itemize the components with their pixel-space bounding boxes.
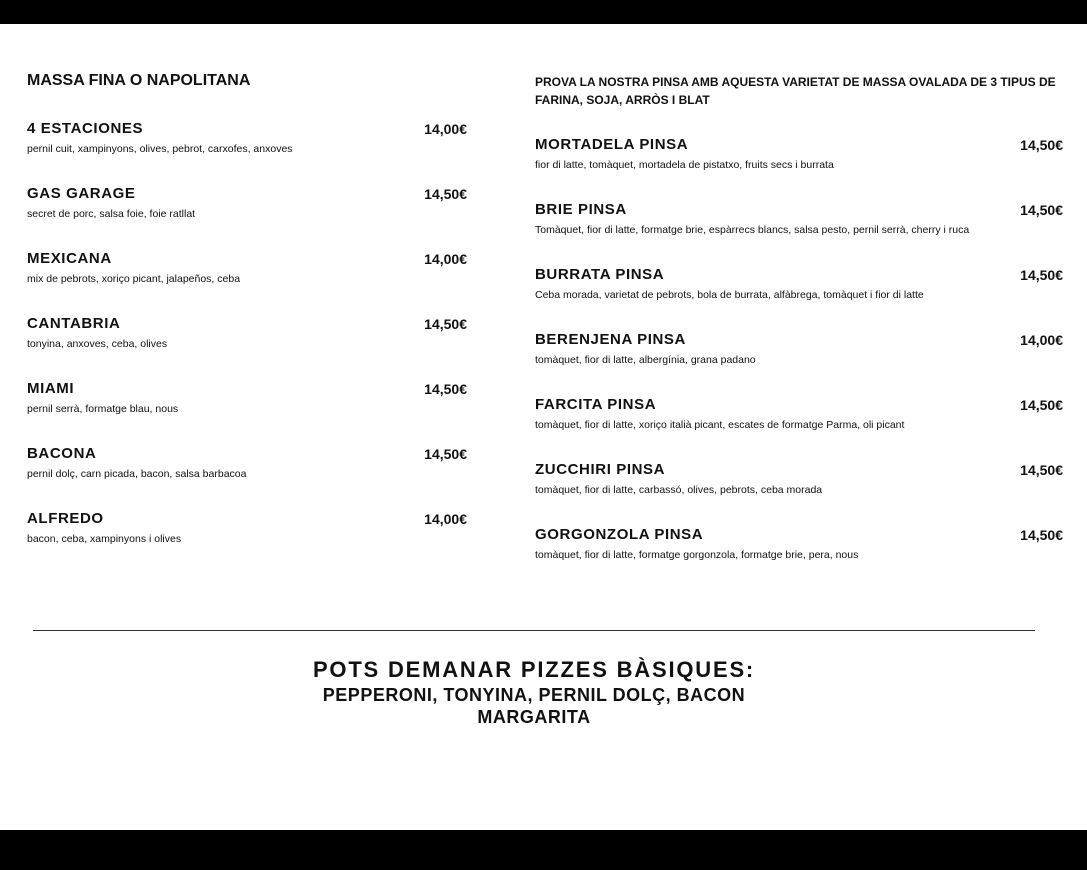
menu-item-price: 14,50€: [424, 186, 467, 202]
right-menu-list: [535, 136, 1065, 591]
menu-item: [27, 120, 467, 185]
menu-item: [535, 331, 1065, 396]
menu-item-name: BACONA: [27, 445, 97, 462]
menu-item-name: MIAMI: [27, 380, 75, 397]
top-black-bar: [0, 0, 1087, 24]
footer-line-1: PEPPERONI, TONYINA, PERNIL DOLÇ, BACON: [322, 685, 746, 705]
left-menu-list: [27, 120, 467, 575]
menu-item-description: secret de porc, salsa foie, foie ratllat: [27, 208, 196, 220]
menu-item-name: GORGONZOLA PINSA: [535, 526, 704, 543]
menu-item-name: ALFREDO: [27, 510, 104, 527]
menu-item-name: 4 ESTACIONES: [27, 120, 144, 137]
menu-item: [535, 136, 1065, 201]
menu-item-price: 14,50€: [1020, 462, 1063, 478]
menu-item-price: 14,50€: [424, 381, 467, 397]
menu-item-price: 14,00€: [424, 121, 467, 137]
menu-item-price: 14,50€: [1020, 527, 1063, 543]
menu-item-price: 14,50€: [1020, 202, 1063, 218]
menu-item-price: 14,50€: [424, 316, 467, 332]
menu-item: [535, 461, 1065, 526]
menu-item: [535, 526, 1065, 591]
menu-item-name: BERENJENA PINSA: [535, 331, 686, 348]
bottom-black-bar: [0, 830, 1087, 870]
menu-item-price: 14,00€: [1020, 332, 1063, 348]
menu-item-name: ZUCCHIRI PINSA: [535, 461, 666, 478]
menu-item-name: MEXICANA: [27, 250, 112, 267]
menu-item: [27, 185, 467, 250]
section-divider: [33, 630, 1035, 631]
menu-item-description: bacon, ceba, xampinyons i olives: [27, 533, 182, 545]
menu-item-price: 14,00€: [424, 251, 467, 267]
menu-item-name: BURRATA PINSA: [535, 266, 665, 283]
menu-item-name: GAS GARAGE: [27, 185, 136, 202]
menu-item-price: 14,50€: [1020, 397, 1063, 413]
footer-line-2: MARGARITA: [477, 707, 591, 727]
menu-item: [27, 510, 467, 575]
menu-item: [535, 396, 1065, 461]
menu-item-description: Ceba morada, varietat de pebrots, bola de burrata, alfàbrega, tomàquet i fior di latte: [535, 289, 924, 301]
footer-title: POTS DEMANAR PIZZES BÀSIQUES:: [312, 657, 756, 682]
menu-item-name: BRIE PINSA: [535, 201, 627, 218]
menu-item-description: tomàquet, fior di latte, albergínia, grana padano: [535, 354, 756, 366]
menu-item-name: FARCITA PINSA: [535, 396, 657, 413]
pinsa-intro: PROVA LA NOSTRA PINSA AMB AQUESTA VARIETAT DE MASSA OVALADA DE 3 TIPUS DE FARINA, SOJA, ARRÒS I BLAT: [535, 75, 1056, 107]
menu-item: [535, 266, 1065, 331]
menu-item-price: 14,50€: [424, 446, 467, 462]
menu-item-description: pernil serrà, formatge blau, nous: [27, 403, 179, 415]
basic-pizzas-footer: [0, 656, 1068, 728]
menu-item-price: 14,00€: [424, 511, 467, 527]
menu-item-description: Tomàquet, fior di latte, formatge brie, espàrrecs blancs, salsa pesto, pernil serrà, cherry i ruca: [535, 224, 970, 236]
menu-item: [535, 201, 1065, 266]
menu-item-description: pernil cuit, xampinyons, olives, pebrot, carxofes, anxoves: [27, 143, 293, 155]
menu-item-name: CANTABRIA: [27, 315, 121, 332]
left-menu-column: [27, 71, 467, 575]
section-title: MASSA FINA O NAPOLITANA: [27, 72, 251, 89]
menu-item: [27, 380, 467, 445]
menu-item-description: tomàquet, fior di latte, carbassó, olives, pebrots, ceba morada: [535, 484, 823, 496]
menu-item: [27, 445, 467, 510]
menu-item: [27, 315, 467, 380]
menu-item-name: MORTADELA PINSA: [535, 136, 689, 153]
menu-item-description: tomàquet, fior di latte, xoriço italià picant, escates de formatge Parma, oli picant: [535, 419, 905, 431]
menu-item-description: tonyina, anxoves, ceba, olives: [27, 338, 168, 350]
menu-item-description: pernil dolç, carn picada, bacon, salsa barbacoa: [27, 468, 247, 480]
right-menu-column: [535, 71, 1065, 591]
menu-item-description: tomàquet, fior di latte, formatge gorgonzola, formatge brie, pera, nous: [535, 549, 859, 561]
menu-item-price: 14,50€: [1020, 137, 1063, 153]
menu-item-description: fior di latte, tomàquet, mortadela de pistatxo, fruits secs i burrata: [535, 159, 834, 171]
menu-item-description: mix de pebrots, xoriço picant, jalapeños, ceba: [27, 273, 241, 285]
menu-item-price: 14,50€: [1020, 267, 1063, 283]
menu-item: [27, 250, 467, 315]
